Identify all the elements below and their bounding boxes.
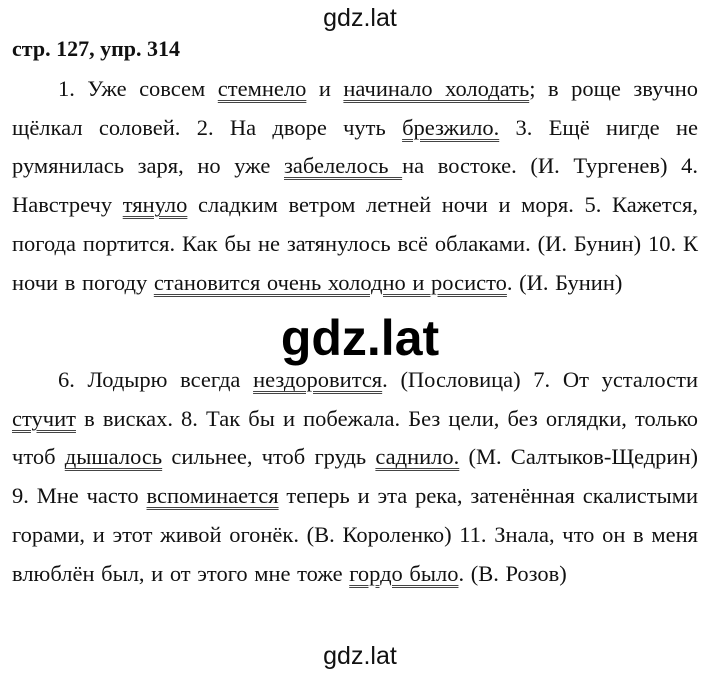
text-run: 1. Уже совсем (58, 76, 218, 101)
underlined-predicate: дышалось (64, 444, 163, 470)
underlined-predicate: брезжило. (402, 114, 500, 140)
text-run: 6. Лодырю всегда (58, 367, 254, 392)
underlined-predicate: саднило. (375, 444, 460, 470)
underlined-predicate: нездоровится (253, 367, 383, 392)
underlined-predicate: начинало холодать (343, 76, 530, 101)
text-run: (М. Салтыков-Щедрин) 9. Мне часто (12, 444, 698, 509)
text-run: 3. Ещё нигде не румянилась заря, но уже (12, 114, 698, 179)
text-run: . (И. Бунин) (506, 269, 623, 295)
paragraph-2 (12, 361, 698, 593)
text-run: и (306, 76, 344, 101)
text-run: сильнее, чтоб грудь (162, 444, 376, 470)
watermark-top: gdz.lat (323, 4, 397, 32)
page-heading: стр. 127, упр. 314 (12, 36, 180, 61)
text-run: . (Пословица) 7. От усталости (382, 367, 698, 392)
underlined-predicate: становится очень холодно и росисто (153, 269, 507, 295)
text-run: . (В. Розов) (458, 560, 567, 586)
underlined-predicate: гордо было (349, 560, 459, 586)
underlined-predicate: тянуло (122, 192, 188, 218)
underlined-predicate: стемнело (217, 76, 307, 101)
text-run: сладким ветром летней ночи и моря. 5. Кажется, погода портится. Как бы не затянулось всё облаками. (И. Бунин) 10. К ночи в погоду (12, 192, 698, 295)
watermark-center: gdz.lat (280, 310, 440, 366)
text-run: в висках. 8. Так бы и побежала. Без цели, без оглядки, только чтоб (12, 405, 698, 470)
watermark-bottom: gdz.lat (323, 642, 397, 670)
text-run: ; в роще звучно щёлкал соловей. 2. На дворе чуть (12, 76, 698, 140)
text-run: на востоке. (И. Тургенев) 4. Навстречу (12, 153, 698, 218)
text-run: теперь и эта река, затенённая скалистыми горами, и этот живой огонёк. (В. Короленко) 11. Знала, что он в меня влюблён был, и от этого мне тоже (12, 483, 698, 586)
underlined-predicate: забелелось (284, 153, 403, 179)
paragraph-1 (12, 70, 698, 302)
underlined-predicate: вспоминается (146, 483, 279, 509)
underlined-predicate: стучит (12, 405, 76, 431)
